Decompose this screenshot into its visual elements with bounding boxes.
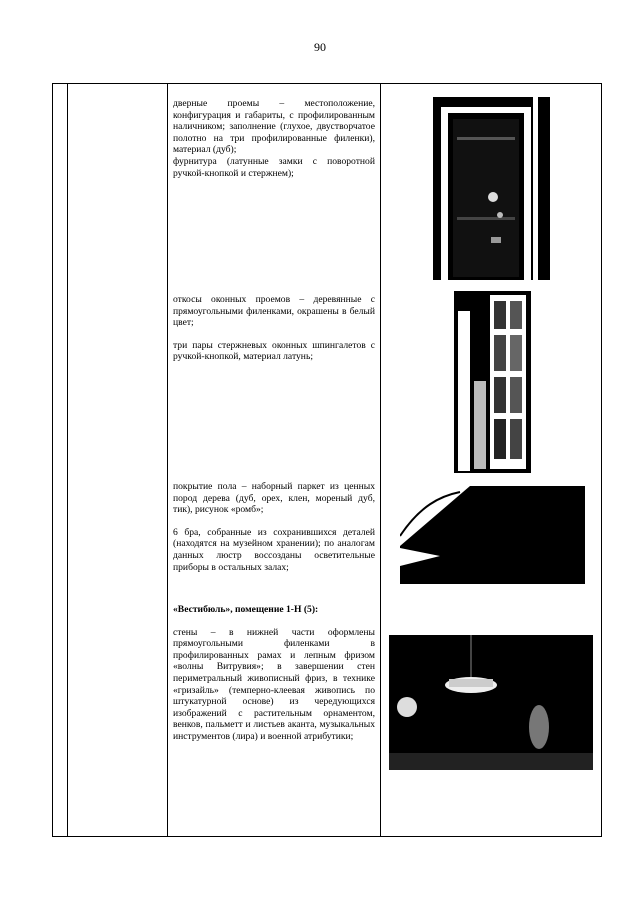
paragraph: фурнитура (латунные замки с поворотной ручкой-кнопкой и стержнем); [173,155,375,179]
photo-window [454,291,531,473]
photo-door [433,97,550,280]
column-divider [167,84,168,836]
description-windows [173,294,375,363]
paragraph: 6 бра, собранные из сохранившихся деталей (находятся на музейном хранении); по аналогам данных люстр воссозданы осветительные приборы в остальных залах; [173,526,375,573]
paragraph: откосы оконных проемов – деревянные с прямоугольными филенками, окрашены в белый цвет; [173,294,375,329]
photo-vestibule [389,635,593,770]
paragraph: покрытие пола – наборный паркет из ценных пород дерева (дуб, орех, клен, мореный дуб, тик), рисунок «ромб»; [173,481,375,516]
paragraph: три пары стержневых оконных шпингалетов с ручкой-кнопкой, материал латунь; [173,339,375,363]
section-heading: «Вестибюль», помещение 1-Н (5): [173,604,319,615]
description-floor [173,481,375,573]
paragraph: стены – в нижней части оформлены прямоугольными филенками в профилированных рамах и лепным фризом «волны Витрувия»; в завершении стен периметральный живописный фриз, в технике «гризайль» (темперно-клеевая живопись по штукатурной основе) из чередующихся изображений с растительным орнаментом, венков, пальметт и листьев аканта, музыкальных инструментов (лира) и военной атрибутики; [173,626,375,742]
description-vestibule [173,604,375,743]
paragraph: дверные проемы – местоположение, конфигурация и габариты, с профилированным наличником; заполнение (глухое, двустворчатое полотно на три профилированные филенки), материал (дуб); [173,98,375,156]
column-divider [380,84,381,836]
column-divider [67,84,68,836]
page-number: 90 [314,40,326,54]
description-doors [173,98,375,179]
document-table [52,83,602,837]
photo-parquet [400,486,585,584]
